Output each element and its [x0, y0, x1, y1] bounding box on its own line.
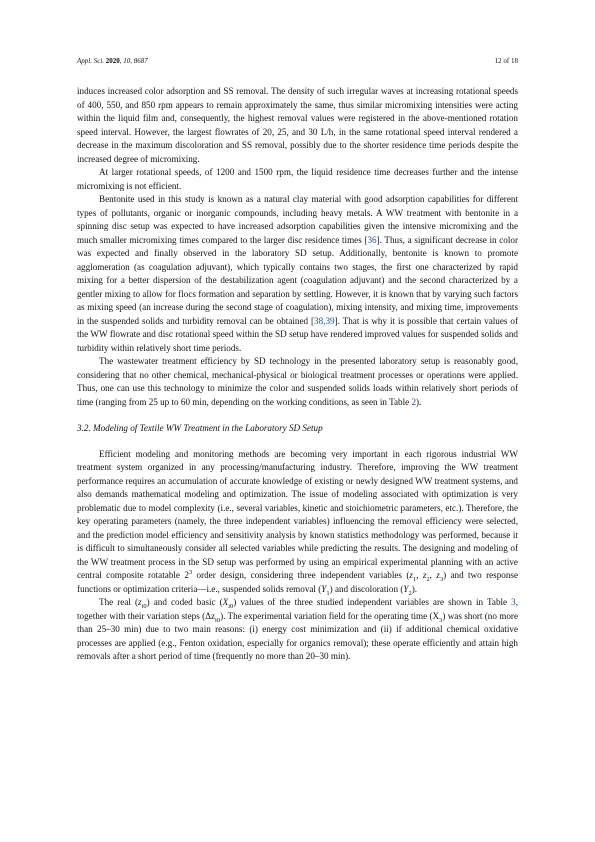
- paragraph-rotational-speeds: [77, 166, 518, 193]
- separator: ,: [416, 570, 423, 580]
- paragraph-text: ) values of the three studied independent variables are shown in Table: [233, 597, 512, 607]
- paragraph-continued: [77, 85, 518, 166]
- subscript: i0: [228, 602, 234, 610]
- journal-abbr: Appl. Sci.: [77, 57, 105, 65]
- citation-link[interactable]: 38,39: [314, 315, 335, 326]
- paragraph-text: ) and two response functions or optimization criteria—i.e., suspended solids removal (: [77, 570, 518, 594]
- paragraph-text: induces increased color adsorption and SS removal. The density of such irregular waves at increasing rotational speeds of 400, 550, and 850 rpm appears to remain approximately the same, thus similar micromixing intensities were acting within the liquid film and, consequently, the highest removal values were registered in the above-mentioned rotation speed interval. However, the largest flowrates of 20, 25, and 30 L/h, in the same rotational speed interval rendered a decrease in the maximum discoloration and SS removal, possibly due to the shorter residence time periods despite the increased degree of micromixing.: [77, 86, 518, 164]
- citation-link[interactable]: 36: [367, 234, 377, 245]
- paragraph-modeling: Efficient modeling and monitoring methods are becoming very important in each rigorous industrial WW treatment system organized in any processing/manufacturing industry. Therefore, improving the WW treatment performance requires an accumulation of accurate knowledge of existing or newly designed WW treatment systems, and also demands mathematical modeling and optimization. The issue of modeling associated with optimization is very problematic due to model complexity (i.e., several variables, kinetic and stoichiometric parameters, etc.). Therefore, the key operating parameters (namely, the three independent variables) influencing the removal efficiency were selected, and the prediction model efficiency and sensitivity analysis by known statistics methodology was performed, because it is difficult to simultaneously consider all selected variables while predicting the results. The designing and modeling of the WW treatment process in the SD setup was performed by using an empirical experimental planning with an active central composite rotatable $2^3$ order design, considering three independent variables ($z_1$, $z_2$, $z_3$) and two response functions or optimization criteria—i.e., suspended solids removal $(Y_1)$ and discoloration $(Y_2)$.: [77, 448, 518, 597]
- paragraph-text: ]. Thus, a significant decrease in color was expected and finally observed in the laboratory SD setup. Additionally, bentonite is known to promote agglomeration (as coagulation adjuvant), which typically contains two stages, the first one characterized by rapid mixing for a better dispersion of the destabilization agent (coagulation adjuvant) and the second characterized by a gentler mixing to allow for flocs formation and separation by settling. However, it is known that by varying such factors as mixing speed (an increase during the second stage of coagulation), mixing intensity, and mixing time, improvements in the suspended solids and turbidity removal can be obtained [: [77, 234, 518, 326]
- journal-volume: 10: [123, 57, 131, 65]
- subscript: 1: [412, 575, 417, 583]
- variable-y: Y: [321, 583, 327, 594]
- article-number: , 8687: [130, 57, 148, 65]
- paragraph-text: At larger rotational speeds, of 1200 and 1500 rpm, the liquid residence time decreases further and the intense micromixing is not efficient.: [77, 167, 518, 191]
- separator: ,: [429, 570, 437, 580]
- variable-x: X: [222, 597, 229, 607]
- paragraph-variables: [77, 596, 518, 664]
- paragraph-text: Efficient modeling and monitoring methods are becoming very important in each rigorous industrial WW treatment system organized in any processing/manufacturing industry. Therefore, improving the WW treatment performance requires an accumulation of accurate knowledge of existing or newly designed WW treatment systems, and also demands mathematical modeling and optimization. The issue of modeling associated with optimization is very problematic due to model complexity (i.e., several variables, kinetic and stoichiometric parameters, etc.). Therefore, the key operating parameters (namely, the three independent variables) influencing the removal efficiency were selected, and the prediction model efficiency and sensitivity analysis by known statistics methodology was performed, because it is difficult to simultaneously consider all selected variables while predicting the results. The designing and modeling of the WW treatment process in the SD setup was performed by using an empirical experimental planning with an active central composite rotatable 2: [77, 448, 518, 580]
- paragraph-text: order design, considering three independent variables (: [192, 570, 410, 580]
- paragraph-text: ) and coded basic (: [146, 597, 223, 607]
- subscript: i0: [141, 602, 147, 610]
- subscript: 3: [439, 575, 444, 583]
- table-link[interactable]: 3: [511, 597, 516, 607]
- page-number: 12 of 18: [494, 57, 518, 65]
- subscript: 3: [439, 616, 443, 624]
- paragraph-text: ). The experimental variation field for the operating time (X: [220, 610, 440, 621]
- subscript: 2: [426, 575, 430, 583]
- paragraph-text: ).: [416, 396, 422, 407]
- article-body: [77, 85, 518, 664]
- subscript: i0: [215, 616, 221, 624]
- paragraph-text: ) and discoloration (: [329, 583, 404, 594]
- paragraph-text: ) was short (no more than 25–30 min) due to two main reasons: (i) energy cost minimization and (ii) if additional chemical oxidative processes are applied (e.g., Fenton oxidation, especially for organics removal); these operate efficiently and attain high removals after a short period of time (frequently no more than 20–30 min).: [77, 610, 518, 661]
- running-header: [77, 55, 518, 67]
- subscript: 1: [326, 589, 330, 597]
- paragraph-text: ]. That is why it is possible that certain values of the WW flowrate and disc rotational speed within the SD setup have rendered improved values for suspended solids and turbidity within relatively short time periods.: [77, 315, 518, 353]
- paragraph-efficiency: [77, 355, 518, 409]
- paragraph-text: Bentonite used in this study is known as a natural clay material with good adsorption capabilities for different types of pollutants, organic or inorganic compounds, including heavy metals. A WW treatment with bentonite in a spinning disc setup was expected to have increased adsorption capabilities given the intensive micromixing and the much smaller micromixing times compared to the larger disc residence times [: [77, 194, 518, 245]
- paragraph-text: ).: [411, 583, 418, 594]
- variable-z: z: [409, 570, 413, 580]
- journal-citation: Appl. Sci. 2020, 10, 8687: [77, 57, 148, 65]
- journal-year: 2020: [105, 57, 120, 65]
- variable-z: z: [138, 597, 142, 607]
- paragraph-text: , together with their variation steps (Δz: [77, 597, 518, 621]
- superscript: 3: [188, 568, 193, 576]
- table-link[interactable]: 2: [411, 396, 417, 407]
- paragraph-bentonite: [77, 193, 518, 355]
- paragraph-text: The real (: [99, 597, 139, 607]
- subscript: 2: [408, 589, 412, 597]
- section-heading: 3.2. Modeling of Textile WW Treatment in the Laboratory SD Setup: [77, 423, 323, 433]
- paragraph-text: The wastewater treatment efficiency by SD technology in the presented laboratory setup is reasonably good, considering that no other chemical, mechanical-physical or biological treatment processes or operations were applied. Thus, one can use this technology to minimize the color and suspended solids loads within relatively short periods of time (ranging from 25 up to 60 min, depending on the working conditions, as seen in Table: [77, 356, 518, 407]
